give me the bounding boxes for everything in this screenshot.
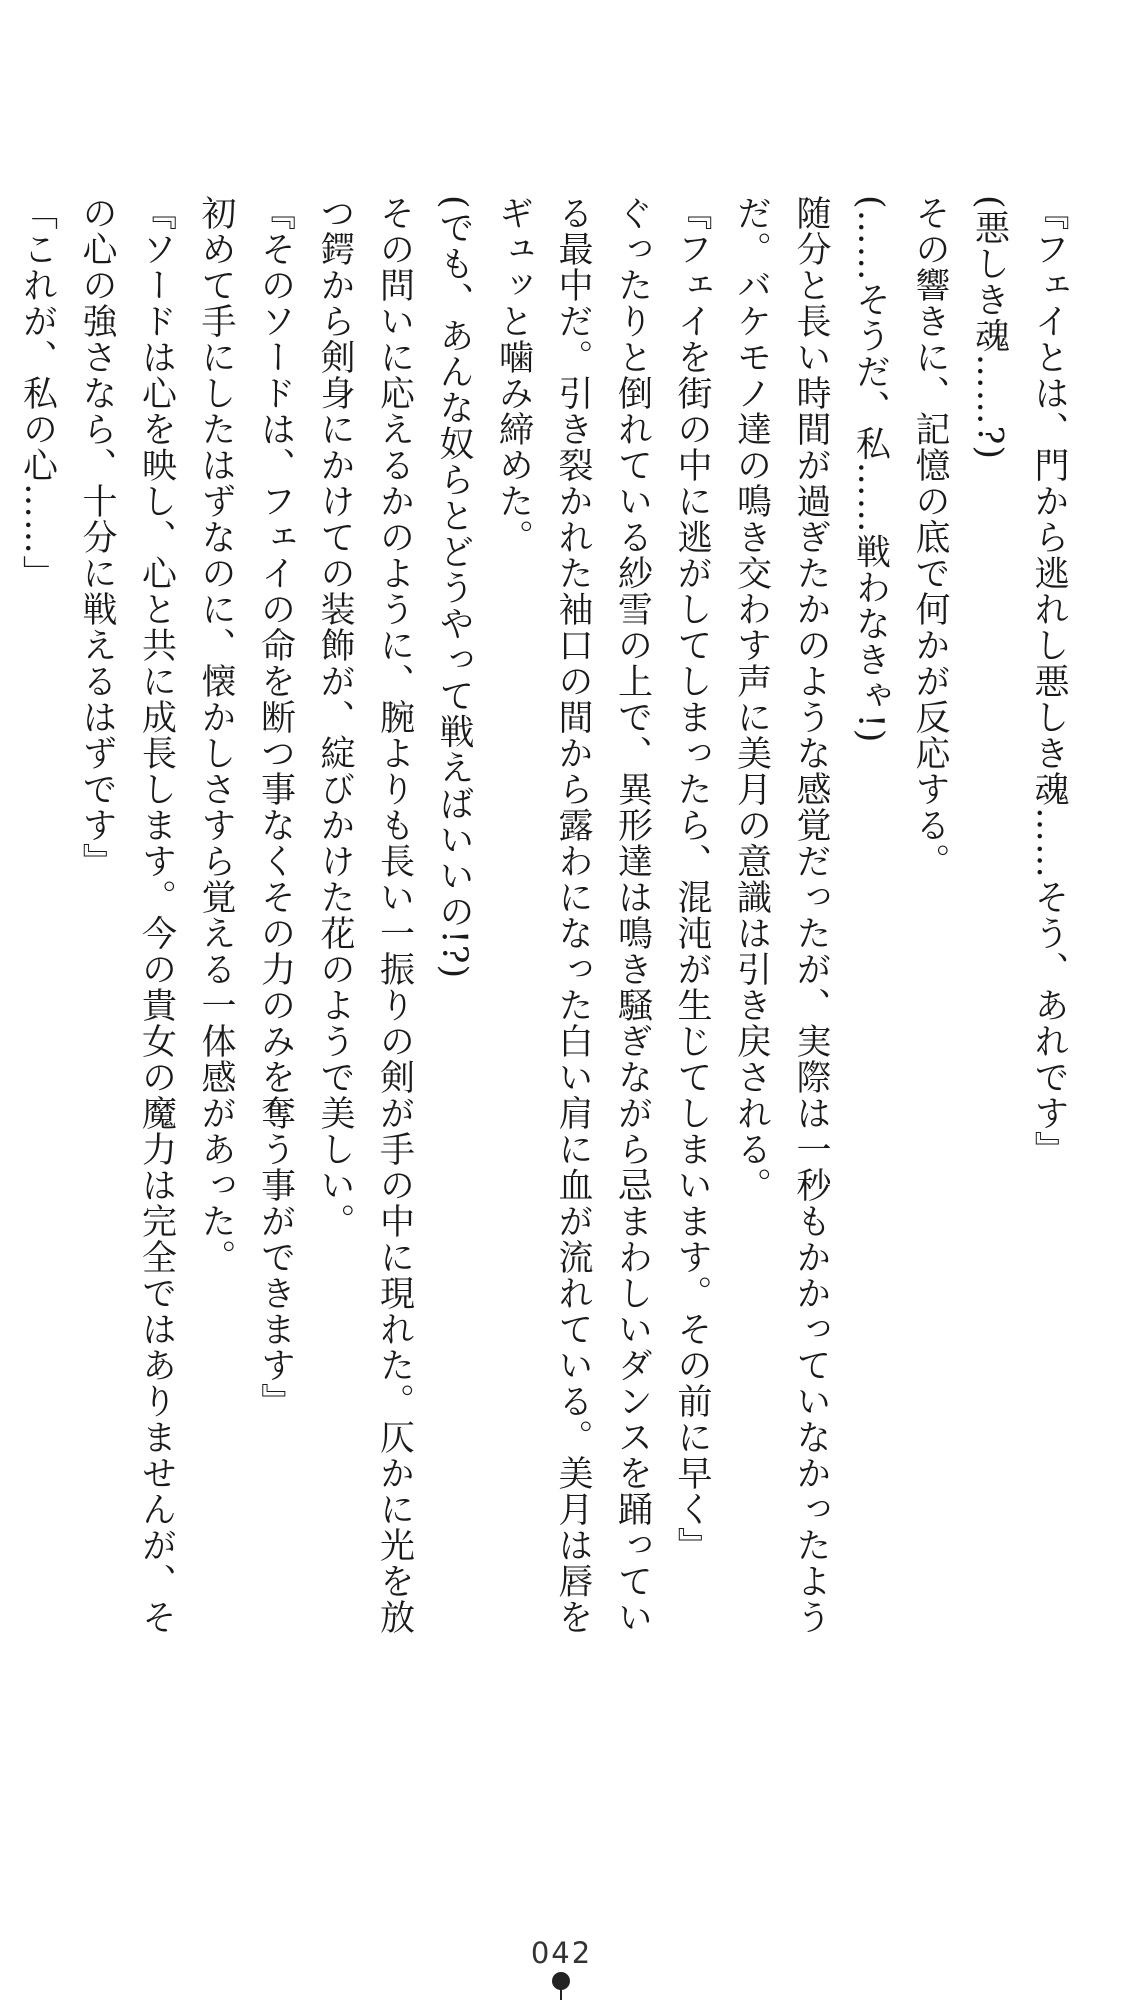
paragraph: ぐったりと倒れている紗雪の上で、異形達は鳴き騒ぎながら忌まわしいダンスを踊っている最中だ。引き裂かれた袖口の間から露わになった白い肩に血が流れている。美月は唇をギュッと噛み締めた。 [493,195,653,1635]
page-marker-icon [551,1972,571,2000]
marker-line [560,1988,562,2000]
paragraph: 『ソードは心を映し、心と共に成長します。今の貴女の魔力は完全ではありませんが、その心の強さなら、十分に戦えるはずです』 [77,195,177,1635]
paragraph: 『フェイとは、門から逃れし悪しき魂……そう、あれです』 [1029,195,1069,1167]
paragraph: 随分と長い時間が過ぎたかのような感覚だったが、実際は一秒もかかっていなかったようだ。バケモノ達の鳴き交わす声に美月の意識は引き戻される。 [731,195,831,1635]
paragraph: その響きに、記憶の底で何かが反応する。 [910,195,950,879]
paragraph: 「これが、私の心……」 [17,195,58,591]
paragraph: (悪しき魂……?) [969,195,1010,461]
paragraph: 『そのソードは、フェイの命を断つ事なくその力のみを奪う事ができます』 [255,195,296,1419]
paragraph: 初めて手にしたはずなのに、懐かしさすら覚える一体感があった。 [196,195,236,1275]
paragraph: (……そうだ、私……戦わなきゃ!) [850,195,891,744]
paragraph: (でも、あんな奴らとどうやって戦えばいいの!?) [434,195,474,980]
paragraph: 『フェイを街の中に逃がしてしまったら、混沌が生じてしまいます。その前に早く』 [672,195,712,1563]
page-number: 042 [530,1936,593,1970]
paragraph: その問いに応えるかのように、腕よりも長い一振りの剣が手の中に現れた。仄かに光を放つ鍔から剣身にかけての装飾が、綻びかけた花のようで美しい。 [315,195,415,1635]
vertical-text-body [17,195,1078,1655]
